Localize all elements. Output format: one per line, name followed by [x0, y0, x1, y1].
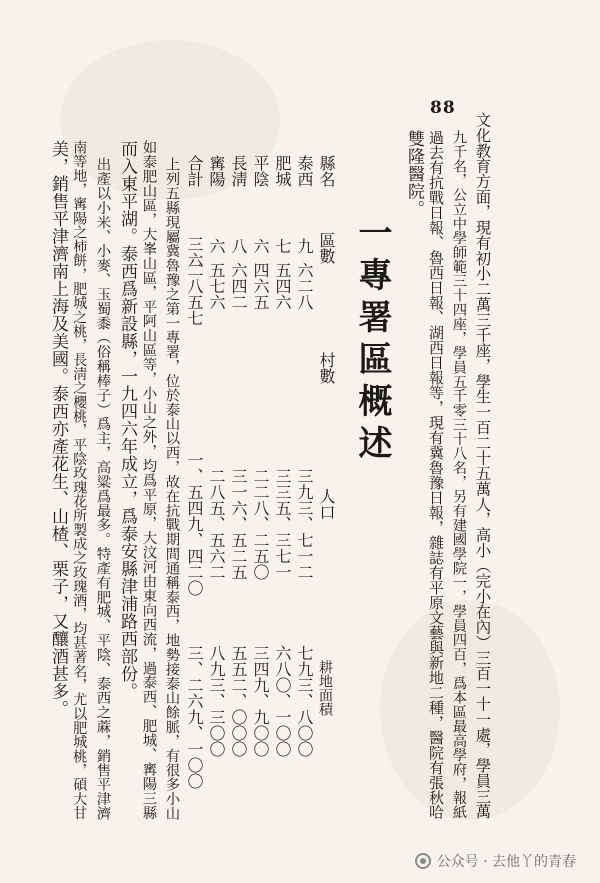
row-villages: 六四二 [229, 262, 248, 310]
watermark-text: 公众号 · 去他丫的青春 [436, 854, 576, 870]
culture-text-line: 過去有抗戰日報、魯西日報、湖西日報等，現有冀魯豫日報，雜誌有平原文藝與新地二種，醫院有張秋哈 [427, 130, 445, 820]
row-districts: 六 [207, 238, 226, 254]
page-number: 88 [430, 98, 456, 118]
row-county-total: 合計 [185, 155, 204, 187]
row-farmland: 五五二、〇〇〇 [229, 645, 248, 757]
paper-stain [380, 600, 560, 820]
row-population: 三九三、七一二 [295, 468, 314, 580]
row-districts: 七 [273, 238, 292, 254]
header-county: 縣名 [317, 155, 336, 187]
row-population: 二八五、五六二 [207, 468, 226, 580]
header-population: 人口 [317, 488, 336, 520]
row-county: 長淸 [229, 155, 248, 187]
row-county: 泰西 [295, 155, 314, 187]
row-farmland: 八九三、三〇〇 [207, 645, 226, 757]
body-text-line: 而入東平湖。泰西爲新設縣，一九四六年成立，爲泰安縣津浦路西部份。 [117, 140, 137, 700]
culture-text-line: 文化教育方面，現有初小二萬三千座，學生一百二十五萬人，高小（完小在內）三百一十一處，學員三萬 [473, 112, 492, 820]
row-villages: 五四六 [273, 262, 292, 310]
body-text-line: 如泰肥山區，大峯山區，平阿山區等，小山之外，均爲平原，大汶河由東向西流，過泰西、肥城、寗陽三縣 [140, 140, 157, 820]
body-text-line: 南等地，寗陽之柿餅，肥城之桃，長淸之櫻桃，平陰玫瑰花所製成之玫瑰酒，均甚著名，尤以肥城桃，碩大甘 [71, 140, 88, 820]
row-population: 二二八、二五〇 [251, 468, 270, 580]
row-farmland: 三四九、九〇〇 [251, 645, 270, 757]
body-text-line: 上列五縣現屬冀魯豫之第一專署，位於泰山以西，故在抗戰期間通稱泰西，地勢接泰山餘脈，有很多小山 [163, 157, 180, 821]
row-villages-total: 二八五七 [185, 262, 204, 326]
row-farmland-total: 三、二六九、一〇〇 [185, 645, 204, 789]
row-population: 三一六、五二五 [229, 468, 248, 580]
body-text-line: 出產以小米、小麥、玉蜀黍（俗稱棒子）爲主，高粱爲最多。特產有肥城、平陰、泰西之蔴，銷售平津濟 [94, 157, 111, 821]
row-districts: 九 [295, 238, 314, 254]
header-villages: 村數 [317, 352, 336, 384]
row-farmland: 六八〇、一〇〇 [273, 645, 292, 757]
row-districts-total: 三六 [185, 236, 204, 268]
culture-text-line: 雙隆醫院。 [404, 130, 424, 218]
header-districts: 區數 [317, 232, 336, 264]
culture-text-line: 九千名，公立中學師範三十四座，學員五千零三十八名，另有建國學院一，學員四百，爲本區最高學府，報紙 [450, 130, 467, 820]
row-villages: 六二八 [295, 262, 314, 310]
row-population-total: 一、五四九、四二〇 [185, 452, 204, 596]
header-farmland: 耕地面積 [317, 660, 333, 716]
row-farmland: 七九三、八〇〇 [295, 645, 314, 757]
wechat-official-account-icon [415, 853, 431, 869]
row-county: 肥城 [273, 155, 292, 187]
row-villages: 四六五 [251, 262, 270, 310]
row-districts: 六 [251, 238, 270, 254]
row-county: 寗陽 [207, 155, 226, 187]
body-text-line: 美，銷售平津濟南上海及美國。泰西亦產花生、山楂、栗子，又釀酒甚多。 [48, 140, 68, 718]
row-districts: 八 [229, 238, 248, 254]
chapter-title: 一專署區概述 [352, 215, 392, 467]
row-population: 三三五、三七一 [273, 468, 292, 580]
watermark [415, 851, 576, 871]
row-county: 平陰 [251, 155, 270, 187]
row-villages: 五七六 [207, 262, 226, 310]
